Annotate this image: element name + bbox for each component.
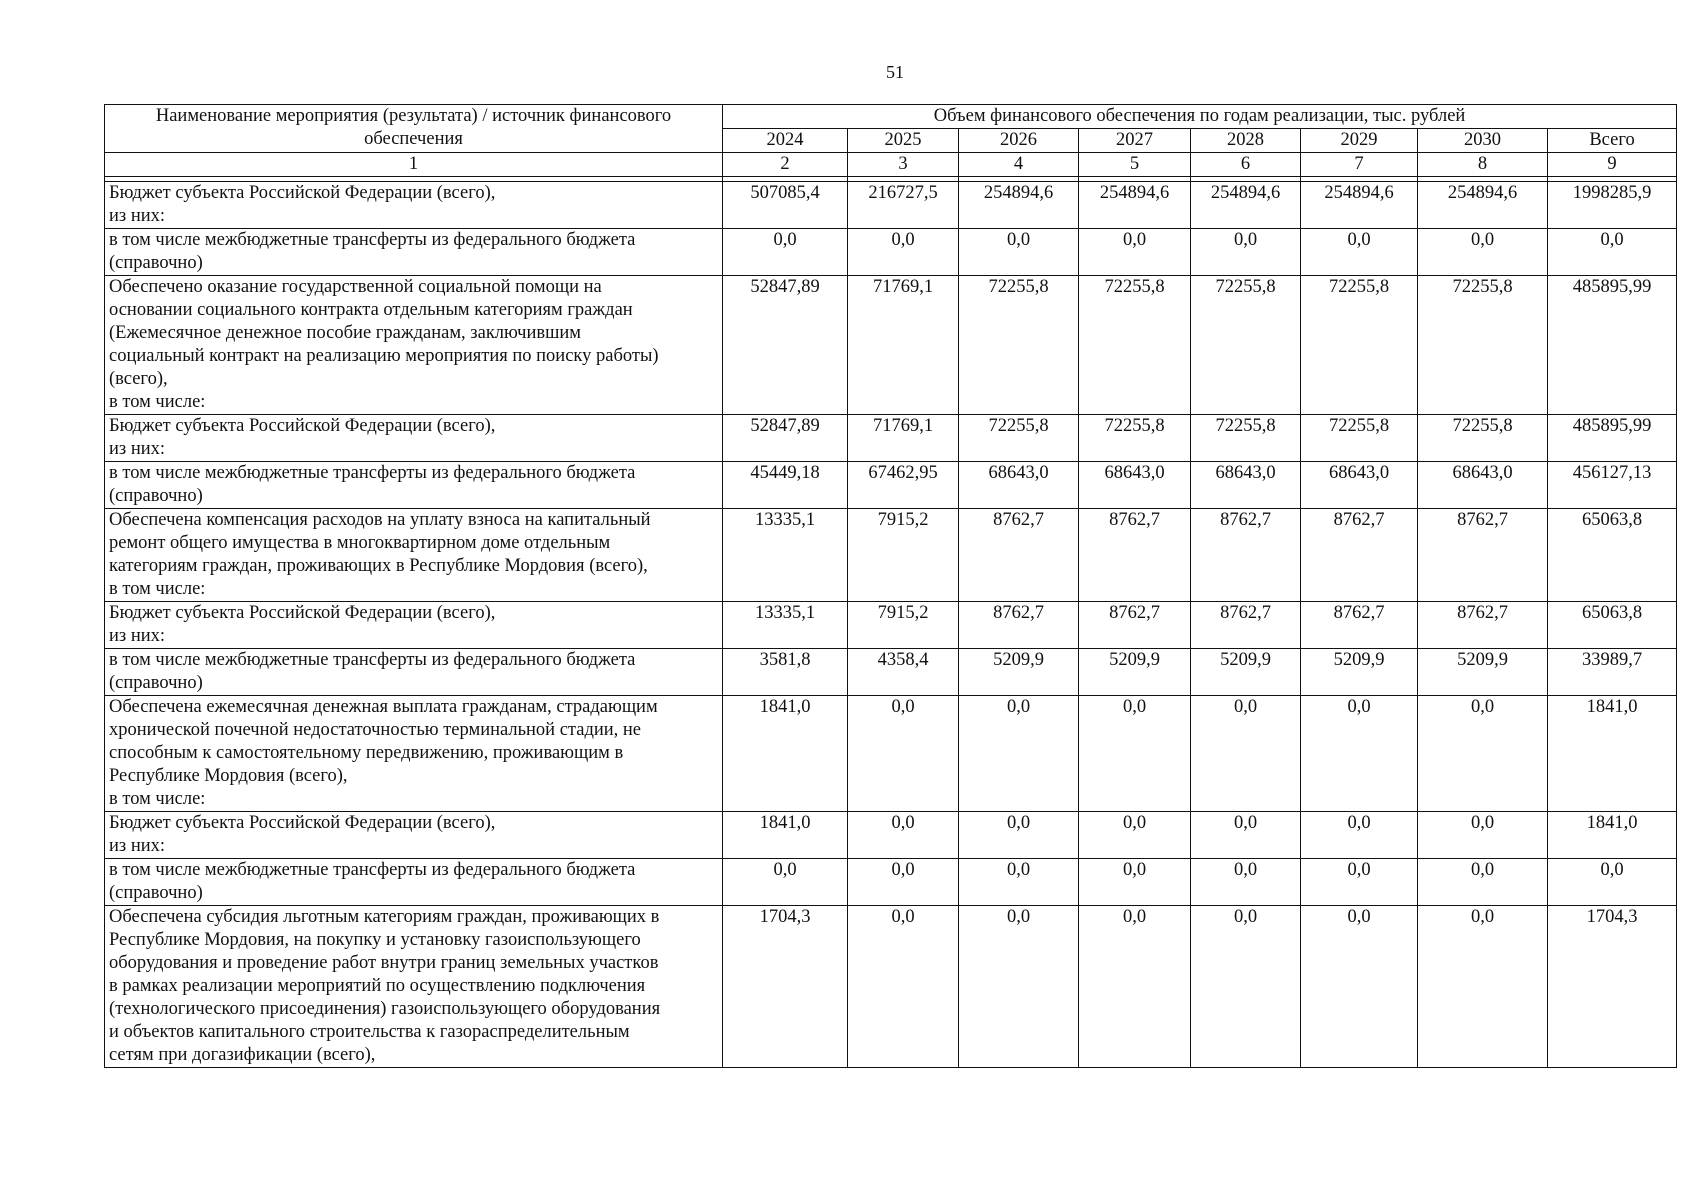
row-value-cell: 0,0 [1301, 906, 1418, 1068]
header-year-cell: 2028 [1191, 129, 1301, 153]
table-row [105, 602, 1677, 649]
row-name-line: (всего), [109, 369, 168, 389]
header-year-cell: 2025 [848, 129, 959, 153]
row-value-cell: 485895,99 [1548, 415, 1677, 462]
row-value-cell: 65063,8 [1548, 509, 1677, 602]
row-value-cell: 507085,4 [723, 182, 848, 229]
row-value-cell: 4358,4 [848, 649, 959, 696]
row-value-cell: 216727,5 [848, 182, 959, 229]
row-value-cell: 72255,8 [1191, 276, 1301, 415]
row-value-cell: 0,0 [1418, 696, 1548, 812]
row-value-cell: 0,0 [848, 696, 959, 812]
row-name-line: категориям граждан, проживающих в Республике Мордовия (всего), [109, 556, 648, 576]
row-value-cell: 8762,7 [1301, 602, 1418, 649]
row-name-line: (справочно) [109, 673, 203, 693]
row-value-cell: 0,0 [959, 859, 1079, 906]
header-column-number-cell: 1 [105, 153, 723, 177]
table-body [105, 182, 1677, 1068]
row-value-cell: 68643,0 [1079, 462, 1191, 509]
row-value-cell: 8762,7 [1191, 509, 1301, 602]
row-value-cell: 72255,8 [1079, 276, 1191, 415]
row-name-cell [105, 415, 723, 462]
row-value-cell: 7915,2 [848, 509, 959, 602]
row-name-line: способным к самостоятельному передвижению, проживающим в [109, 743, 624, 763]
row-name-line: из них: [109, 626, 166, 646]
row-value-cell: 1998285,9 [1548, 182, 1677, 229]
row-value-cell: 0,0 [1191, 859, 1301, 906]
row-value-cell: 0,0 [848, 812, 959, 859]
row-value-cell: 254894,6 [1079, 182, 1191, 229]
row-value-cell: 0,0 [959, 812, 1079, 859]
row-value-cell: 0,0 [959, 906, 1079, 1068]
row-value-cell: 45449,18 [723, 462, 848, 509]
row-value-cell: 52847,89 [723, 276, 848, 415]
row-value-cell: 68643,0 [1418, 462, 1548, 509]
table-row [105, 696, 1677, 812]
row-value-cell: 1704,3 [723, 906, 848, 1068]
row-name-line: (справочно) [109, 883, 203, 903]
row-value-cell: 8762,7 [959, 602, 1079, 649]
row-value-cell: 0,0 [1079, 859, 1191, 906]
row-value-cell: 0,0 [1418, 906, 1548, 1068]
table-row [105, 859, 1677, 906]
row-value-cell: 72255,8 [959, 415, 1079, 462]
row-value-cell: 0,0 [1301, 812, 1418, 859]
row-name-line: из них: [109, 206, 166, 226]
row-value-cell: 8762,7 [1191, 602, 1301, 649]
row-value-cell: 0,0 [1301, 696, 1418, 812]
row-value-cell: 33989,7 [1548, 649, 1677, 696]
row-value-cell: 0,0 [1548, 229, 1677, 276]
row-name-line: в том числе межбюджетные трансферты из федерального бюджета [109, 860, 636, 880]
row-name-line: в том числе: [109, 789, 206, 809]
row-value-cell: 1841,0 [723, 812, 848, 859]
header-column-number-cell: 8 [1418, 153, 1548, 177]
row-value-cell: 5209,9 [1418, 649, 1548, 696]
row-value-cell: 1841,0 [1548, 812, 1677, 859]
row-value-cell: 5209,9 [1191, 649, 1301, 696]
header-year-cell: 2027 [1079, 129, 1191, 153]
page-number: 51 [886, 62, 904, 82]
row-value-cell: 52847,89 [723, 415, 848, 462]
header-column-number-cell: 7 [1301, 153, 1418, 177]
header-year-cell: Всего [1548, 129, 1677, 153]
row-value-cell: 72255,8 [1079, 415, 1191, 462]
row-value-cell: 0,0 [1418, 812, 1548, 859]
row-name-line: (справочно) [109, 253, 203, 273]
row-name-line: (технологического присоединения) газоиспользующего оборудования [109, 999, 661, 1019]
table-header [105, 105, 1677, 182]
row-value-cell: 0,0 [848, 859, 959, 906]
row-name-cell [105, 859, 723, 906]
row-value-cell: 0,0 [1191, 812, 1301, 859]
row-name-line: в том числе межбюджетные трансферты из федерального бюджета [109, 463, 636, 483]
row-value-cell: 71769,1 [848, 276, 959, 415]
row-name-cell [105, 602, 723, 649]
row-name-line: в том числе межбюджетные трансферты из федерального бюджета [109, 650, 636, 670]
row-value-cell: 8762,7 [1418, 509, 1548, 602]
row-name-line: Республике Мордовия (всего), [109, 766, 348, 786]
row-value-cell: 0,0 [723, 229, 848, 276]
row-value-cell: 456127,13 [1548, 462, 1677, 509]
row-value-cell: 8762,7 [959, 509, 1079, 602]
row-value-cell: 68643,0 [1301, 462, 1418, 509]
row-name-line: Бюджет субъекта Российской Федерации (всего), [109, 183, 496, 203]
row-value-cell: 0,0 [959, 229, 1079, 276]
row-value-cell: 0,0 [1301, 859, 1418, 906]
row-name-line: Обеспечено оказание государственной социальной помощи на [109, 277, 602, 297]
row-value-cell: 68643,0 [959, 462, 1079, 509]
row-value-cell: 0,0 [848, 229, 959, 276]
table-row [105, 649, 1677, 696]
header-year-cell: 2026 [959, 129, 1079, 153]
row-name-line: в том числе межбюджетные трансферты из федерального бюджета [109, 230, 636, 250]
row-value-cell: 1841,0 [723, 696, 848, 812]
row-value-cell: 72255,8 [1191, 415, 1301, 462]
header-year-cell: 2024 [723, 129, 848, 153]
row-value-cell: 8762,7 [1301, 509, 1418, 602]
row-name-line: Бюджет субъекта Российской Федерации (всего), [109, 813, 496, 833]
row-value-cell: 0,0 [1079, 906, 1191, 1068]
row-value-cell: 72255,8 [959, 276, 1079, 415]
row-value-cell: 13335,1 [723, 509, 848, 602]
table-row [105, 462, 1677, 509]
row-name-line: Обеспечена субсидия льготным категориям граждан, проживающих в [109, 907, 660, 927]
row-name-line: в том числе: [109, 392, 206, 412]
row-value-cell: 7915,2 [848, 602, 959, 649]
row-value-cell: 254894,6 [1301, 182, 1418, 229]
row-name-line: оборудования и проведение работ внутри границ земельных участков [109, 953, 659, 973]
row-value-cell: 5209,9 [1079, 649, 1191, 696]
header-column-number-cell: 9 [1548, 153, 1677, 177]
row-name-cell [105, 906, 723, 1068]
header-year-cell: 2030 [1418, 129, 1548, 153]
row-name-line: Бюджет субъекта Российской Федерации (всего), [109, 603, 496, 623]
row-value-cell: 5209,9 [959, 649, 1079, 696]
row-value-cell: 72255,8 [1418, 276, 1548, 415]
row-value-cell: 65063,8 [1548, 602, 1677, 649]
row-value-cell: 1704,3 [1548, 906, 1677, 1068]
row-name-line: и объектов капитального строительства к газораспределительным [109, 1022, 630, 1042]
row-name-cell [105, 649, 723, 696]
header-column-number-cell: 2 [723, 153, 848, 177]
row-name-cell [105, 696, 723, 812]
row-name-line: из них: [109, 836, 166, 856]
table-row [105, 509, 1677, 602]
row-name-line: Обеспечена компенсация расходов на уплату взноса на капитальный [109, 510, 651, 530]
row-name-cell [105, 276, 723, 415]
row-name-line: из них: [109, 439, 166, 459]
row-value-cell: 0,0 [1079, 812, 1191, 859]
row-value-cell: 0,0 [1079, 229, 1191, 276]
row-value-cell: 3581,8 [723, 649, 848, 696]
row-value-cell: 72255,8 [1301, 276, 1418, 415]
header-name-column: Наименование мероприятия (результата) / источник финансового обеспечения [105, 105, 723, 153]
row-value-cell: 0,0 [1418, 229, 1548, 276]
row-value-cell: 0,0 [1191, 696, 1301, 812]
row-value-cell: 68643,0 [1191, 462, 1301, 509]
row-value-cell: 254894,6 [1418, 182, 1548, 229]
table-row [105, 182, 1677, 229]
row-value-cell: 13335,1 [723, 602, 848, 649]
row-name-line: (справочно) [109, 486, 203, 506]
row-name-line: Бюджет субъекта Российской Федерации (всего), [109, 416, 496, 436]
row-value-cell: 485895,99 [1548, 276, 1677, 415]
table-row [105, 229, 1677, 276]
row-name-line: Обеспечена ежемесячная денежная выплата гражданам, страдающим [109, 697, 658, 717]
header-column-number-cell: 4 [959, 153, 1079, 177]
row-value-cell: 72255,8 [1301, 415, 1418, 462]
row-name-line: хронической почечной недостаточностью терминальной стадии, не [109, 720, 642, 740]
row-value-cell: 8762,7 [1418, 602, 1548, 649]
row-value-cell: 254894,6 [1191, 182, 1301, 229]
row-name-line: ремонт общего имущества в многоквартирном доме отдельным [109, 533, 611, 553]
header-volume-column: Объем финансового обеспечения по годам реализации, тыс. рублей [723, 105, 1677, 129]
row-value-cell: 0,0 [723, 859, 848, 906]
row-name-line: сетям при догазификации (всего), [109, 1045, 376, 1065]
row-value-cell: 71769,1 [848, 415, 959, 462]
row-name-line: (Ежемесячное денежное пособие гражданам, заключившим [109, 323, 581, 343]
header-column-number-cell: 5 [1079, 153, 1191, 177]
table-row [105, 276, 1677, 415]
row-name-line: Республике Мордовия, на покупку и установку газоиспользующего [109, 930, 641, 950]
header-column-numbers-row [105, 153, 1677, 177]
row-name-cell [105, 509, 723, 602]
header-column-number-cell: 6 [1191, 153, 1301, 177]
row-name-cell [105, 229, 723, 276]
row-value-cell: 0,0 [1548, 859, 1677, 906]
row-value-cell: 0,0 [1191, 229, 1301, 276]
header-column-number-cell: 3 [848, 153, 959, 177]
row-name-cell [105, 812, 723, 859]
row-value-cell: 8762,7 [1079, 602, 1191, 649]
row-value-cell: 8762,7 [1079, 509, 1191, 602]
financing-table [104, 104, 1677, 1068]
row-value-cell: 0,0 [1079, 696, 1191, 812]
table-row [105, 906, 1677, 1068]
row-name-cell [105, 182, 723, 229]
row-name-line: в том числе: [109, 579, 206, 599]
row-value-cell: 0,0 [1418, 859, 1548, 906]
row-value-cell: 0,0 [1191, 906, 1301, 1068]
row-value-cell: 5209,9 [1301, 649, 1418, 696]
row-name-cell [105, 462, 723, 509]
row-value-cell: 1841,0 [1548, 696, 1677, 812]
row-value-cell: 0,0 [848, 906, 959, 1068]
row-name-line: основании социального контракта отдельным категориям граждан [109, 300, 633, 320]
row-name-line: в рамках реализации мероприятий по осуществлению подключения [109, 976, 646, 996]
row-value-cell: 67462,95 [848, 462, 959, 509]
table-row [105, 812, 1677, 859]
row-name-line: социальный контракт на реализацию мероприятия по поиску работы) [109, 346, 659, 366]
table-row [105, 415, 1677, 462]
row-value-cell: 0,0 [959, 696, 1079, 812]
row-value-cell: 72255,8 [1418, 415, 1548, 462]
header-year-cell: 2029 [1301, 129, 1418, 153]
row-value-cell: 254894,6 [959, 182, 1079, 229]
row-value-cell: 0,0 [1301, 229, 1418, 276]
